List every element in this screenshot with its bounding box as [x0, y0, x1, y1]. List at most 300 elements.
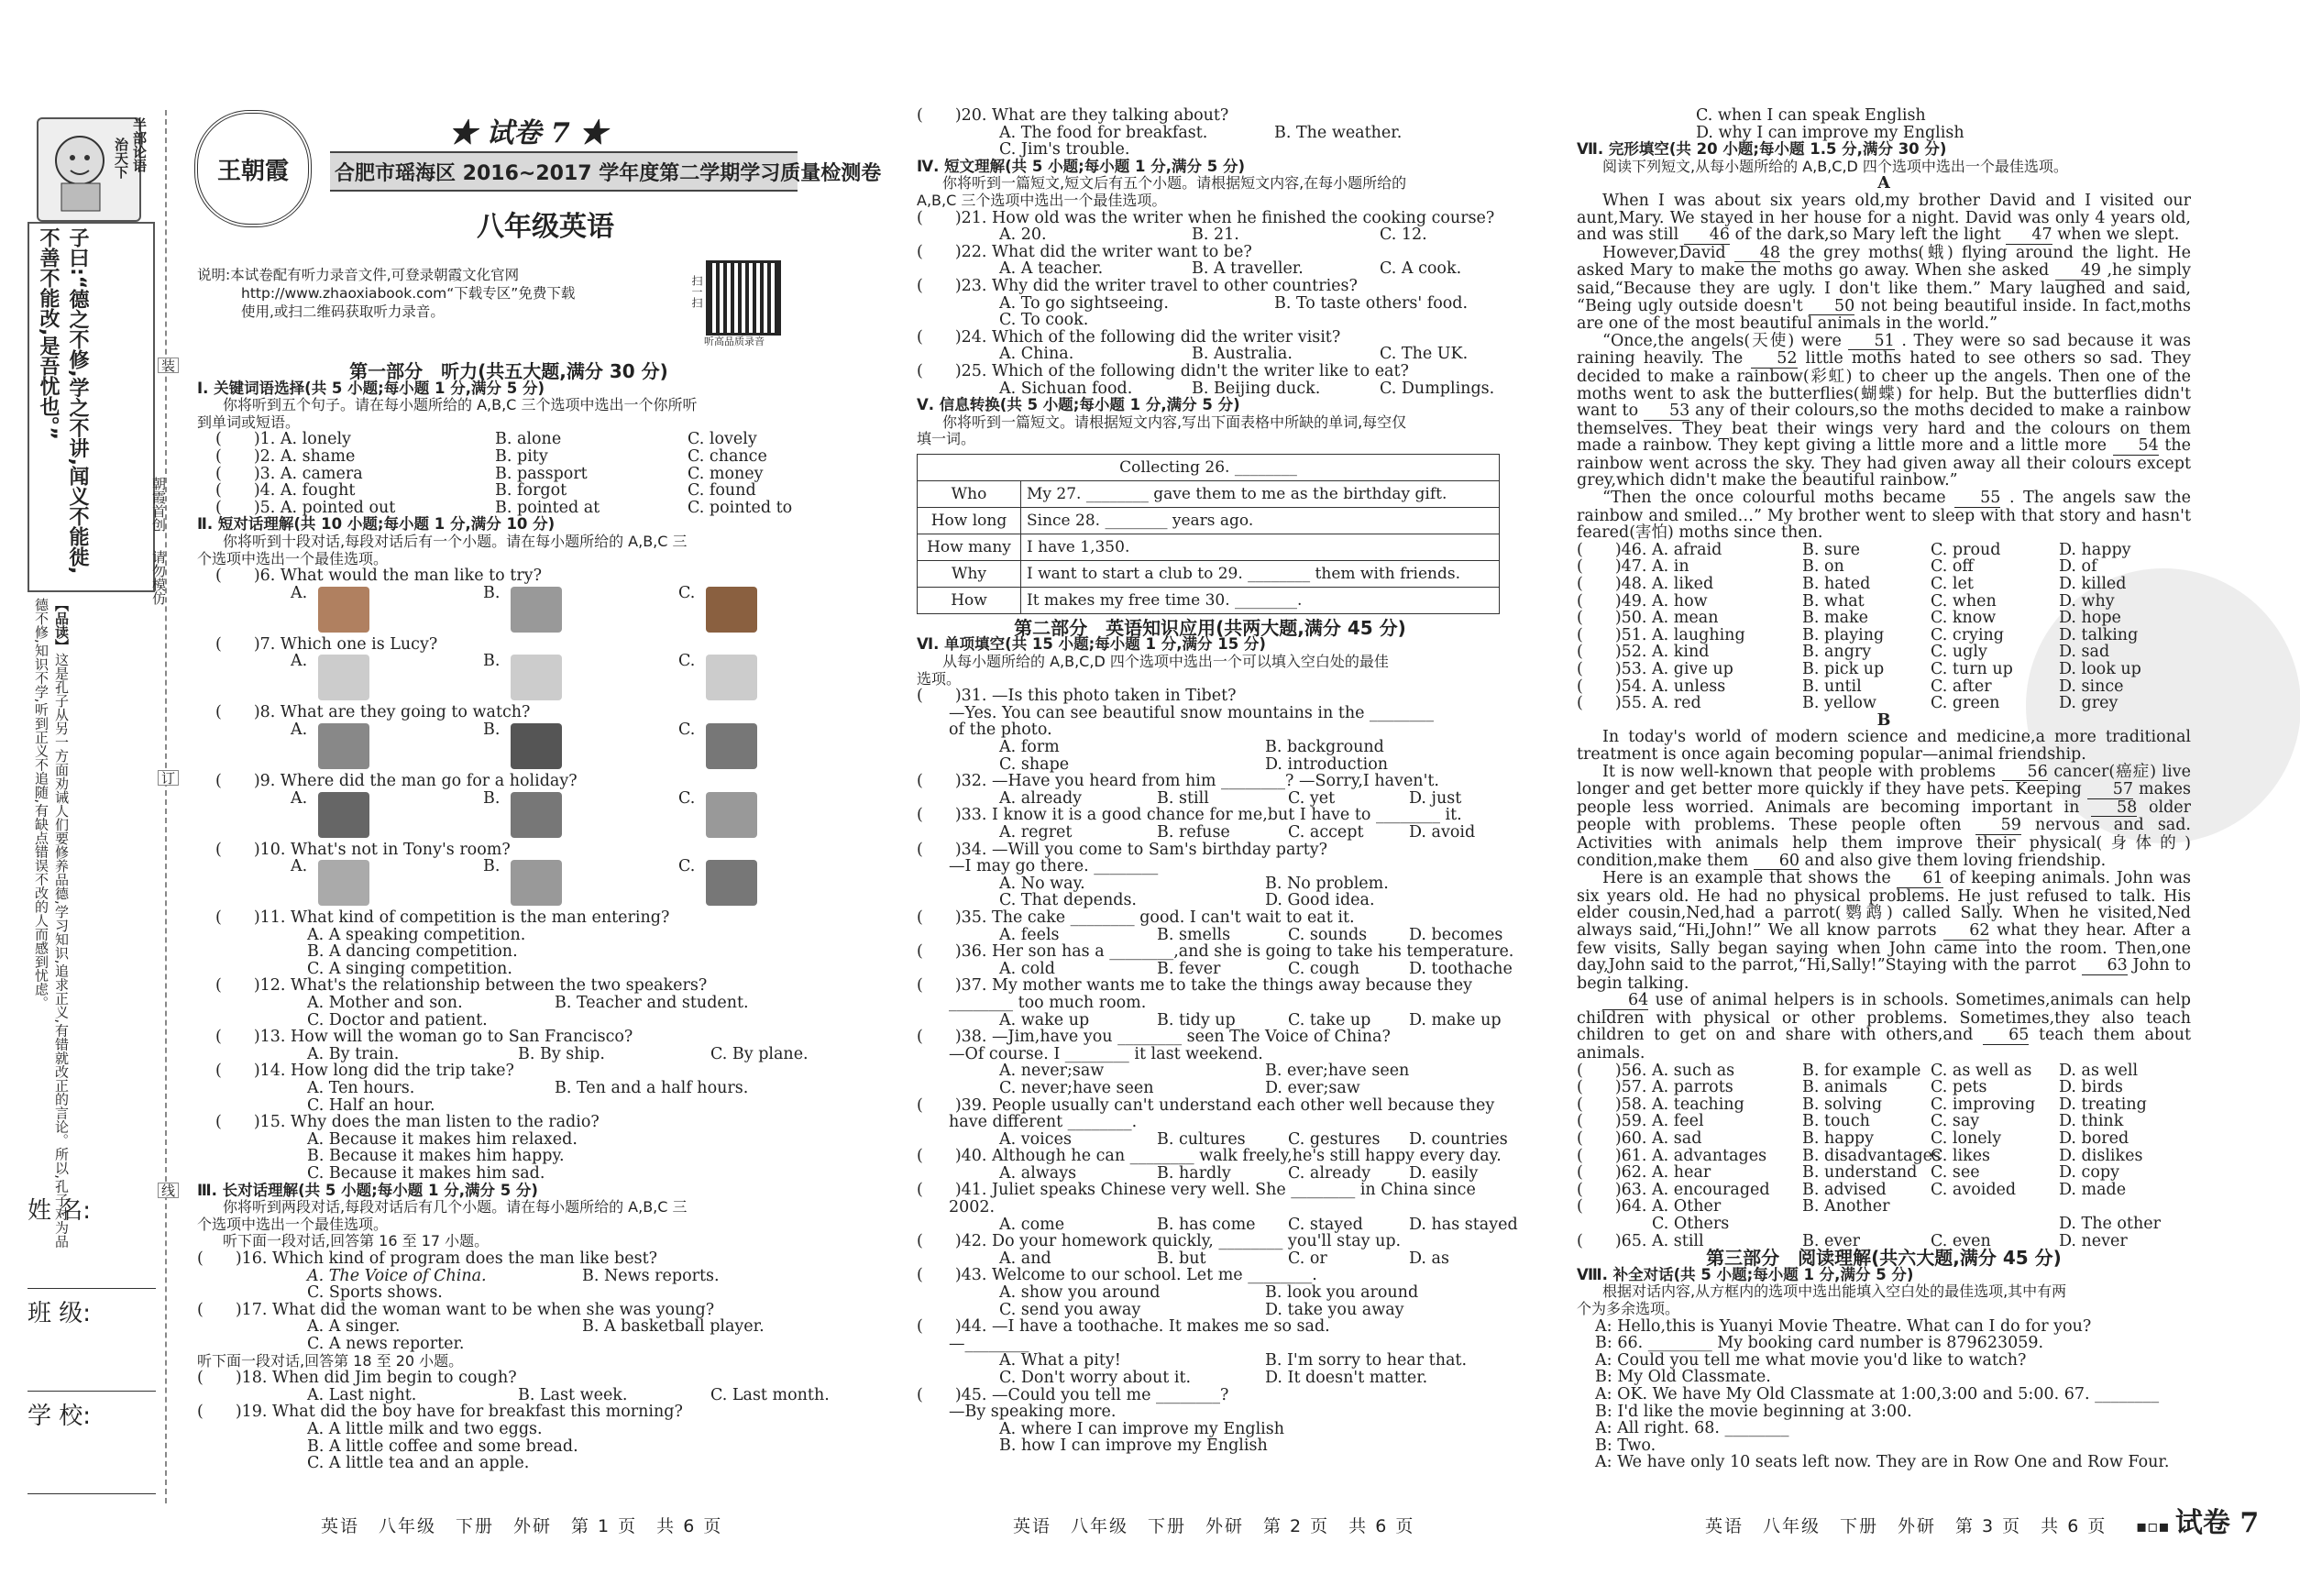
option[interactable]: B. playing — [1802, 625, 1885, 644]
option[interactable]: C. Sports shows. — [307, 1283, 443, 1303]
option[interactable]: B. make — [1802, 609, 1868, 628]
option[interactable]: C. Jim's trouble. — [999, 140, 1130, 160]
question: ( )37. My mother wants me to take the things away because they — [917, 976, 1472, 996]
option[interactable]: A. wake up — [999, 1010, 1090, 1029]
option[interactable]: C. shape — [999, 754, 1070, 774]
option[interactable]: D. since — [2059, 677, 2124, 696]
option[interactable]: D. has stayed — [1409, 1215, 1518, 1234]
option[interactable]: A. Mother and son. — [307, 994, 463, 1013]
option[interactable]: C. avoided — [1931, 1180, 2017, 1199]
option[interactable]: C. lonely — [1931, 1129, 2002, 1149]
option-picture[interactable] — [318, 587, 369, 633]
option[interactable]: C. Half an hour. — [307, 1095, 435, 1115]
option[interactable]: C. pointed to — [688, 498, 793, 517]
option[interactable]: C. lovely — [688, 430, 757, 449]
class-field[interactable] — [28, 1289, 156, 1392]
option[interactable]: A. always — [999, 1163, 1077, 1183]
option[interactable]: D. avoid — [1409, 823, 1476, 842]
option[interactable]: D. take you away — [1265, 1300, 1404, 1319]
option[interactable]: D. birds — [2059, 1078, 2123, 1097]
question: ( )35. The cake ________ good. I can't wait to eat it. — [917, 908, 1355, 927]
blank-47[interactable]: 47 — [2006, 226, 2052, 245]
qr-code[interactable] — [706, 260, 781, 336]
option[interactable]: C. as well as — [1931, 1061, 2032, 1080]
option[interactable]: A. The Voice of China. — [307, 1266, 487, 1285]
blank-62[interactable]: 62 — [1943, 922, 1989, 941]
option-picture[interactable] — [706, 723, 757, 769]
option[interactable]: C. proud — [1931, 540, 2001, 559]
option[interactable]: B. The weather. — [1274, 123, 1403, 142]
option[interactable]: ( )56. A. such as — [1577, 1061, 1735, 1080]
option[interactable]: C. or — [1288, 1249, 1327, 1268]
option[interactable]: C. gestures — [1288, 1129, 1381, 1149]
option-row — [917, 1370, 1503, 1387]
option-picture[interactable] — [706, 860, 757, 906]
dialogue-line: B: Two. — [1595, 1436, 1656, 1455]
option[interactable]: C. A little tea and an apple. — [307, 1454, 530, 1473]
question-option-a[interactable]: ( )5. A. pointed out — [215, 498, 396, 517]
option[interactable]: C. never;have seen — [999, 1078, 1154, 1097]
option[interactable]: D. dislikes — [2059, 1146, 2143, 1165]
option[interactable]: C. crying — [1931, 625, 2005, 644]
option[interactable]: B. ever — [1802, 1231, 1860, 1250]
option[interactable]: B. 21. — [1192, 226, 1239, 245]
option[interactable]: A. and — [999, 1249, 1051, 1268]
option[interactable]: C. A news reporter. — [307, 1334, 465, 1353]
option[interactable]: C. By plane. — [710, 1044, 809, 1063]
question: —I may go there. ________ — [917, 857, 1159, 876]
option[interactable]: B. By ship. — [518, 1044, 605, 1063]
dialogue-line: A: All right. 68. ________ — [1595, 1419, 1789, 1438]
option-letter: B. — [483, 857, 501, 876]
option[interactable]: A. A little milk and two eggs. — [307, 1419, 543, 1438]
table-cell[interactable]: My 27. ________ gave them to me as the birthday gift. — [1021, 480, 1500, 507]
option[interactable]: C. cough — [1288, 959, 1359, 978]
option[interactable]: D. toothache — [1409, 959, 1513, 978]
option[interactable]: A. A singer. — [307, 1317, 401, 1337]
option[interactable]: B. animals — [1802, 1078, 1887, 1097]
option-row — [917, 959, 1513, 978]
option[interactable]: B. pick up — [1802, 660, 1885, 678]
option[interactable]: C. say — [1931, 1112, 1980, 1131]
question: ( )44. —I have a toothache. It makes me so sad. — [917, 1317, 1330, 1337]
option[interactable]: C. even — [1931, 1231, 1991, 1250]
option[interactable]: B. has come — [1157, 1215, 1256, 1234]
blank-48[interactable]: 48 — [1734, 245, 1780, 263]
option[interactable]: C. A cook. — [1380, 259, 1462, 279]
option[interactable]: D. becomes — [1409, 925, 1503, 944]
option[interactable]: B. for example — [1802, 1061, 1921, 1080]
option[interactable]: D. copy — [2059, 1163, 2119, 1183]
option[interactable]: B. until — [1802, 677, 1862, 696]
option[interactable]: D. why — [2059, 591, 2115, 611]
option[interactable]: B. Beijing duck. — [1192, 379, 1321, 398]
school-field[interactable] — [28, 1392, 156, 1494]
option[interactable]: D. think — [2059, 1112, 2124, 1131]
option-row — [1577, 678, 2191, 696]
option-letter: A. — [291, 788, 308, 808]
option-picture[interactable] — [318, 792, 369, 838]
blank-61[interactable]: 61 — [1897, 870, 1942, 888]
option[interactable]: A. By train. — [307, 1044, 400, 1063]
sec3-note: 个选项中选出一个最佳选项。 — [197, 1215, 389, 1233]
option[interactable]: B. cultures — [1157, 1129, 1246, 1149]
option[interactable]: C. turn up — [1931, 660, 2013, 678]
option[interactable]: ( )59. A. feel — [1577, 1112, 1704, 1131]
option[interactable]: A. regret — [999, 823, 1073, 842]
table-cell[interactable]: It makes my free time 30. ________. — [1021, 587, 1500, 613]
option[interactable]: C. when I can speak English — [1696, 106, 1926, 125]
option[interactable]: A. A teacher. — [999, 259, 1104, 279]
option[interactable]: B. hardly — [1157, 1163, 1231, 1183]
option[interactable]: A. voices — [999, 1129, 1072, 1149]
option-row — [1577, 1096, 2191, 1114]
option-row — [917, 260, 1503, 278]
option[interactable]: D. easily — [1409, 1163, 1479, 1183]
option[interactable]: B. Another — [1802, 1197, 1890, 1216]
option-row — [1577, 644, 2191, 661]
option[interactable]: ( )48. A. liked — [1577, 575, 1714, 594]
option[interactable]: C. Doctor and patient. — [307, 1010, 488, 1029]
blank-55[interactable]: 55 — [1954, 490, 2000, 508]
option[interactable]: D. never — [2059, 1231, 2128, 1250]
option[interactable]: B. Because it makes him happy. — [307, 1147, 565, 1166]
option-letter: A. — [291, 583, 308, 602]
qr-side-text: 扫一扫 — [690, 275, 703, 308]
blank-53[interactable]: 53 — [1644, 402, 1689, 421]
option[interactable]: B. refuse — [1157, 823, 1230, 842]
option[interactable]: C. off — [1931, 557, 1974, 577]
option[interactable]: D. ever;saw — [1265, 1078, 1360, 1097]
side-mark-ding: 订 — [158, 770, 179, 786]
logo-text: 王朝霞 — [216, 157, 289, 185]
blank-54[interactable]: 54 — [2113, 437, 2159, 456]
option-picture[interactable] — [706, 792, 757, 838]
sec4-items — [917, 210, 1503, 398]
option[interactable]: B. ever;have seen — [1265, 1062, 1410, 1081]
option[interactable]: B. advised — [1802, 1180, 1887, 1199]
table-cell: Why — [918, 560, 1021, 587]
option[interactable]: D. as well — [2059, 1061, 2139, 1080]
option[interactable]: D. as — [1409, 1249, 1449, 1268]
option[interactable]: C. The UK. — [1380, 345, 1469, 364]
option[interactable]: C. already — [1288, 1163, 1371, 1183]
option[interactable]: A. where I can improve my English — [999, 1419, 1285, 1438]
blank-51[interactable]: 51 — [1848, 333, 1894, 351]
blank-60[interactable]: 60 — [1754, 853, 1799, 871]
option[interactable]: B. look you around — [1265, 1283, 1419, 1303]
option[interactable]: D. why I can improve my English — [1696, 123, 1964, 142]
option[interactable]: D. look up — [2059, 660, 2141, 678]
option-row — [197, 1080, 820, 1097]
option[interactable]: C. money — [688, 464, 764, 483]
option[interactable]: C. accept — [1288, 823, 1364, 842]
question: ( )14. How long did the trip take? — [215, 1062, 514, 1081]
brand-side-2: 请勿模仿 — [150, 550, 167, 605]
sec3-note: 听下面一段对话,回答第 16 至 17 小题。 — [223, 1232, 490, 1250]
option[interactable]: B. A little coffee and some bread. — [307, 1436, 578, 1456]
student-info — [28, 1192, 156, 1494]
option[interactable]: D. introduction — [1265, 754, 1389, 774]
option[interactable]: ( )55. A. red — [1577, 694, 1701, 713]
option[interactable]: B. angry — [1802, 643, 1872, 662]
passage-b — [1577, 729, 2191, 1062]
option[interactable]: A. Last night. — [307, 1385, 417, 1404]
class-label: 班 级: — [28, 1300, 92, 1327]
option[interactable]: D. countries — [1409, 1129, 1508, 1149]
option[interactable]: C. pets — [1931, 1078, 1987, 1097]
option[interactable]: C. sounds — [1288, 925, 1368, 944]
option[interactable]: C. improving — [1931, 1095, 2036, 1114]
option[interactable]: B. background — [1265, 738, 1384, 757]
option[interactable]: C. send you away — [999, 1300, 1141, 1319]
blank-49[interactable]: 49 — [2055, 262, 2101, 281]
option-row — [197, 1046, 820, 1063]
option[interactable]: C. Last month. — [710, 1385, 830, 1404]
option[interactable]: C. Dumplings. — [1380, 379, 1495, 398]
option-picture[interactable] — [511, 587, 562, 633]
option[interactable]: ( )49. A. how — [1577, 591, 1708, 611]
blank-57[interactable]: 57 — [2087, 781, 2133, 799]
option[interactable]: D. sad — [2059, 643, 2110, 662]
option[interactable]: B. News reports. — [582, 1266, 720, 1285]
option[interactable]: B. fever — [1157, 959, 1221, 978]
option[interactable]: A. What a pity! — [999, 1351, 1121, 1370]
option[interactable]: C. To cook. — [999, 311, 1089, 330]
option[interactable]: ( )46. A. afraid — [1577, 540, 1722, 559]
picture-question: ( )7. Which one is Lucy? — [215, 634, 438, 654]
option-row — [917, 1012, 1503, 1029]
option[interactable]: B. solving — [1802, 1095, 1883, 1114]
option-letter: A. — [291, 720, 308, 739]
option[interactable]: C. green — [1931, 694, 2000, 713]
option[interactable]: B. tidy up — [1157, 1010, 1236, 1029]
option[interactable]: ( )53. A. give up — [1577, 660, 1733, 678]
option-row — [917, 790, 1503, 808]
option[interactable]: B. No problem. — [1265, 874, 1389, 893]
dialogue-line: B: 66. ________ My booking card number is 879623059. — [1595, 1334, 2044, 1353]
option[interactable]: A. A speaking competition. — [307, 925, 526, 944]
blank-65[interactable]: 65 — [1983, 1027, 2029, 1045]
option[interactable]: A. Sichuan food. — [999, 379, 1133, 398]
option[interactable]: B. touch — [1802, 1112, 1870, 1131]
option[interactable]: D. bored — [2059, 1129, 2129, 1149]
option[interactable]: B. but — [1157, 1249, 1206, 1268]
blank-64[interactable]: 64 — [1602, 992, 1648, 1010]
option[interactable]: B. To taste others' food. — [1274, 293, 1469, 313]
option[interactable]: ( )58. A. teaching — [1577, 1095, 1744, 1114]
option[interactable]: A. already — [999, 788, 1083, 808]
option[interactable]: ( )54. A. unless — [1577, 677, 1726, 696]
option-row — [917, 226, 1503, 244]
question-option-a[interactable]: ( )1. A. lonely — [215, 430, 351, 449]
blank-59[interactable]: 59 — [1975, 817, 2021, 835]
option[interactable]: B. smells — [1157, 925, 1231, 944]
pinde-text: 这是孔子从另一方面劝诫人们要修养品德,学习知识,追求正义,有错就改正的言论。所以,孔子对为品德不修,知识不学,听到正义不追随,有缺点错误不改的人而感到忧虑。 — [33, 598, 70, 1249]
option[interactable]: A. form — [999, 738, 1060, 757]
option[interactable]: ( )65. A. still — [1577, 1231, 1704, 1250]
option[interactable]: B. A dancing competition. — [307, 942, 518, 962]
option-picture[interactable] — [318, 860, 369, 906]
blank-56[interactable]: 56 — [2002, 764, 2048, 782]
option[interactable]: A. To go sightseeing. — [999, 293, 1169, 313]
option[interactable]: D. make up — [1409, 1010, 1502, 1029]
option[interactable]: B. Australia. — [1192, 345, 1293, 364]
paragraph: “Once,the angels(天使) were 51 . They were so sad because it was raining heavily. The 52 little moths hated to see others so sad. They decided to make a rainbow(彩虹) to cheer up the angels. Then one of the moths went to ask the butterflies(蝴蝶) for help. But the butterflies didn't want to 53 any of their colours,so the moths decided to make a rainbow themselves. They beat their wings very hard and the colours on them made a rainbow. They kept giving a little more and a little more 54 the rainbow went across the sky. They had given away all their colours except grey,which didn't make the beautiful rainbow.” — [1577, 331, 2192, 490]
blank-58[interactable]: 58 — [2091, 799, 2137, 818]
question-option-a[interactable]: ( )2. A. shame — [215, 446, 356, 466]
option[interactable]: B. how I can improve my English — [999, 1436, 1268, 1456]
option[interactable]: D. hope — [2059, 609, 2121, 628]
page3-column — [1577, 107, 2191, 1471]
blank-50[interactable]: 50 — [1809, 298, 1854, 316]
option[interactable]: B. sure — [1802, 540, 1860, 559]
option[interactable]: B. yellow — [1802, 694, 1876, 713]
table-row — [918, 534, 1500, 560]
question: ( )13. How will the woman go to San Francisco? — [215, 1028, 633, 1047]
option[interactable]: ( )63. A. encouraged — [1577, 1180, 1770, 1199]
option[interactable]: D. treating — [2059, 1095, 2147, 1114]
table-title[interactable]: Collecting 26. ________ — [918, 454, 1500, 480]
option[interactable]: D. Good idea. — [1265, 891, 1375, 910]
option[interactable]: C. 12. — [1380, 226, 1427, 245]
option[interactable]: ( )50. A. mean — [1577, 609, 1719, 628]
option[interactable]: C. found — [688, 481, 756, 501]
option[interactable]: B. hated — [1802, 575, 1871, 594]
option[interactable]: B. disadvantages — [1802, 1146, 1941, 1165]
option[interactable]: C. Don't worry about it. — [999, 1369, 1192, 1387]
option[interactable]: ( )60. A. sad — [1577, 1129, 1702, 1149]
blank-52[interactable]: 52 — [1751, 350, 1797, 369]
option[interactable]: B. I'm sorry to hear that. — [1265, 1351, 1468, 1370]
option[interactable]: ( )61. A. advantages — [1577, 1146, 1767, 1165]
option-picture[interactable] — [706, 587, 757, 633]
option[interactable]: A. come — [999, 1215, 1065, 1234]
question: ( )40. Although he can ________ walk freely,he's still happy every day. — [917, 1147, 1502, 1166]
option[interactable]: B. on — [1802, 557, 1844, 577]
option[interactable]: A. Because it makes him relaxed. — [307, 1129, 578, 1149]
option[interactable]: C. Because it makes him sad. — [307, 1164, 545, 1183]
option[interactable]: A. cold — [999, 959, 1055, 978]
option[interactable]: B. A basketball player. — [582, 1317, 765, 1337]
option-picture[interactable] — [511, 860, 562, 906]
option[interactable]: B. pointed at — [495, 498, 600, 517]
option[interactable]: B. Ten and a half hours. — [555, 1079, 749, 1098]
option[interactable]: A. feels — [999, 925, 1060, 944]
question-row — [197, 448, 820, 466]
option[interactable]: D. just — [1409, 788, 1462, 808]
option[interactable]: ( )62. A. hear — [1577, 1163, 1711, 1183]
option[interactable]: ( )64. A. Other — [1577, 1197, 1722, 1216]
option[interactable]: A. Ten hours. — [307, 1079, 415, 1098]
table-cell[interactable]: I want to start a club to 29. ________ them with friends. — [1021, 560, 1500, 587]
option-picture[interactable] — [706, 655, 757, 700]
option[interactable]: C. see — [1931, 1163, 1980, 1183]
question: ________ too much room. — [917, 993, 1147, 1012]
blank-63[interactable]: 63 — [2082, 957, 2128, 975]
option[interactable]: C. yet — [1288, 788, 1336, 808]
option[interactable]: D. The other — [2059, 1215, 2161, 1233]
option[interactable]: D. happy — [2059, 540, 2131, 559]
question-option-a[interactable]: ( )4. A. fought — [215, 481, 356, 501]
option-picture[interactable] — [511, 723, 562, 769]
option-picture[interactable] — [511, 792, 562, 838]
option[interactable]: B. forgot — [495, 481, 567, 501]
option[interactable]: A. The food for breakfast. — [999, 123, 1208, 142]
option[interactable]: C. take up — [1288, 1010, 1371, 1029]
option[interactable]: C. That depends. — [999, 891, 1137, 910]
option[interactable]: B. what — [1802, 591, 1865, 611]
option[interactable]: B. Last week. — [518, 1385, 628, 1404]
option[interactable]: ( )47. A. in — [1577, 557, 1689, 577]
option[interactable]: C. likes — [1931, 1146, 1991, 1165]
option[interactable]: C. chance — [688, 446, 767, 466]
option[interactable]: D. of — [2059, 557, 2097, 577]
option-letter: B. — [483, 583, 501, 602]
option[interactable]: D. talking — [2059, 625, 2139, 644]
option-row — [917, 1080, 1503, 1097]
option[interactable]: C. let — [1931, 575, 1974, 594]
question: ( )32. —Have you heard from him ________? —Sorry,I haven't. — [917, 772, 1439, 791]
option[interactable]: D. It doesn't matter. — [1265, 1369, 1428, 1387]
option[interactable]: C. after — [1931, 677, 1992, 696]
name-field[interactable] — [28, 1192, 156, 1289]
table-cell[interactable]: Since 28. ________ years ago. — [1021, 507, 1500, 534]
option[interactable]: A. never;saw — [999, 1062, 1105, 1081]
option[interactable]: ( )52. A. kind — [1577, 643, 1710, 662]
dialogue-line: A: Hello,this is Yuanyi Movie Theatre. What can I do for you? — [1595, 1316, 2092, 1336]
picture-options — [197, 721, 820, 773]
option[interactable]: B. passport — [495, 464, 588, 483]
option[interactable]: D. killed — [2059, 575, 2127, 594]
dialogue-line: B: My Old Classmate. — [1595, 1368, 1771, 1387]
option-letter: B. — [483, 720, 501, 739]
option[interactable]: B. alone — [495, 430, 562, 449]
option[interactable]: A. 20. — [999, 226, 1047, 245]
option[interactable]: C. stayed — [1288, 1215, 1363, 1234]
question: ( )25. Which of the following didn't the writer like to eat? — [917, 361, 1409, 380]
option[interactable]: A. show you around — [999, 1283, 1161, 1303]
option[interactable]: C. A singing competition. — [307, 959, 512, 978]
option[interactable]: B. Teacher and student. — [555, 994, 749, 1013]
question-option-a[interactable]: ( )3. A. camera — [215, 464, 363, 483]
option[interactable]: D. grey — [2059, 694, 2118, 713]
option[interactable]: B. still — [1157, 788, 1209, 808]
option-row — [917, 1302, 1503, 1319]
option-picture[interactable] — [511, 655, 562, 700]
option[interactable]: ( )57. A. parrots — [1577, 1078, 1733, 1097]
q18: ( )18. When did Jim begin to cough? — [197, 1369, 517, 1388]
option[interactable]: D. made — [2059, 1180, 2127, 1199]
blank-46[interactable]: 46 — [1684, 226, 1730, 245]
option[interactable]: B. pity — [495, 446, 548, 466]
sec1-note: 你将听到五个句子。请在每小题所给的 A,B,C 三个选项中选出一个你所听 — [223, 396, 698, 414]
option[interactable]: A. No way. — [999, 874, 1085, 893]
option[interactable]: B. A traveller. — [1192, 259, 1304, 279]
option-picture[interactable] — [318, 655, 369, 700]
option[interactable]: C. when — [1931, 591, 1997, 611]
option[interactable]: A. China. — [999, 345, 1074, 364]
option[interactable]: C. ugly — [1931, 643, 1987, 662]
option[interactable]: B. understand — [1802, 1163, 1918, 1183]
option[interactable]: C. Others — [1652, 1215, 1730, 1233]
option[interactable]: ( )51. A. laughing — [1577, 625, 1745, 644]
sec2-note: 你将听到十段对话,每段对话后有一个小题。请在每小题所给的 A,B,C 三 — [223, 532, 688, 550]
option-picture[interactable] — [318, 723, 369, 769]
option-row — [1577, 593, 2191, 611]
option[interactable]: B. happy — [1802, 1129, 1874, 1149]
option[interactable]: C. know — [1931, 609, 1997, 628]
